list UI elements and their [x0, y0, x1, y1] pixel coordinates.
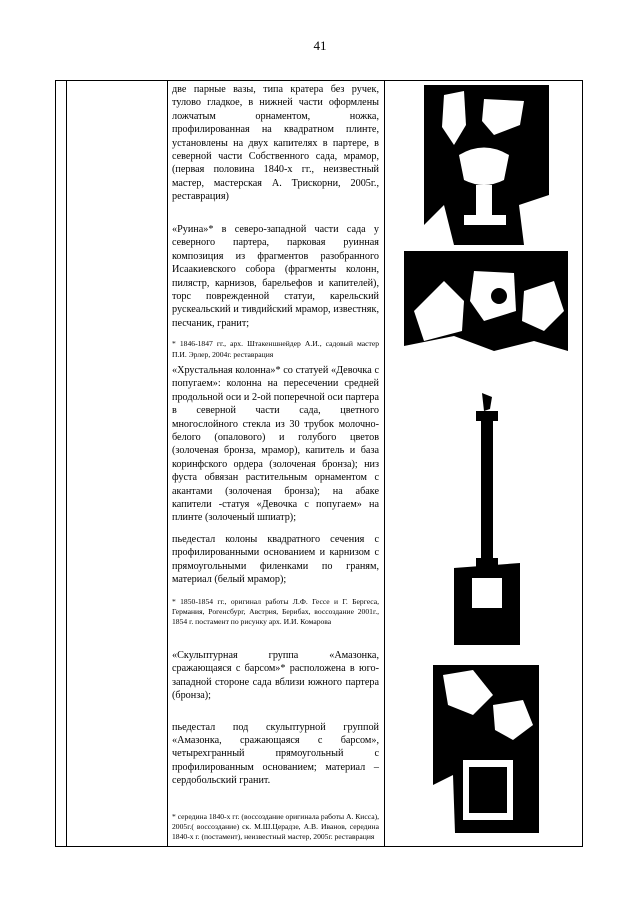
monument-table: [55, 80, 583, 847]
amazon-photo: [433, 665, 539, 833]
column-divider: [66, 81, 67, 846]
entry-note: * 1850-1854 гг., оригинал работы Л.Ф. Гессе и Г. Бергеса, Германия, Рогенсбург, Австрия, Берибах, воссоздание 2001г., 1854 г. постамент по рисунку арх. И.И. Комарова: [172, 596, 379, 627]
entry-crystal-column: [172, 364, 379, 628]
entry-text: «Хрустальная колонна»* со статуей «Девочка с попугаем»: колонна на пересечении средней продольной оси и 2-ой поперечной оси партера в северной части сада, цветного многослойного стекла из 30 трубок молочно-белого (опалового) и голубого цветов (золоченая бронза, мрамор), капитель и база коринфского ордера (золоченая бронза); низ фуста обвязан растительным орнаментом с акантами (золоченая бронза); на абаке капители -статуя «Девочка с попугаем» на плинте (золоченый шпиатр);: [172, 365, 379, 524]
column-divider: [167, 81, 168, 846]
entry-ruins: [172, 223, 379, 360]
entry-text: пьедестал под скульптурной группой «Амазонка, сражающаяся с барсом», четырехгранный прямоугольный с профилированным основанием; материал – сердобольский гранит.: [172, 721, 379, 787]
entry-text: «Руина»* в северо-западной части сада у северного партера, парковая руинная композиция из фрагментов разобранного Исаакиевского собора (фрагменты колонн, пилястр, карнизов, барельефов и капителей), торс поврежденной статуи, карельский рускеальский и тивдийский мрамор, известняк, песчаник, гранит;: [172, 224, 379, 329]
column-photo: [454, 393, 520, 645]
entry-note: * середина 1840-х гг. (воссоздание оригинала работы А. Кисса), 2005г.( воссоздание) ск. М.Ш.Церадзе, А.В. Иванов, середина 1840-х г. (постамент), неизвестный мастер, 2005г. реставрация: [172, 811, 379, 842]
ruin-photo: [404, 251, 568, 366]
page-number: 41: [313, 38, 327, 53]
entry-text: пьедестал колоны квадратного сечения с профилированными основанием и карнизом с прямоугольными филенками по граням, материал (белый мрамор);: [172, 533, 379, 586]
vase-photo: [424, 85, 549, 245]
entry-text: две парные вазы, типа кратера без ручек, тулово гладкое, в нижней части оформлены ложчатым орнаментом, ножка, профилированная на квадратном плинте, установлены на двух капителях в партере, в северной части Собственного сада, мрамор, (первая половина 1840-х гг., неизвестный мастер, мастерская А. Трискорни, 2005г., реставрация): [172, 84, 379, 203]
entry-note: * 1846-1847 гг., арх. Штакеншнейдер А.И., садовый мастер П.И. Эрлер, 2004г. реставрация: [172, 339, 379, 359]
entry-vases: [172, 83, 379, 204]
column-divider: [384, 81, 385, 846]
entry-amazon: [172, 649, 379, 843]
entry-text: «Скульптурная группа «Амазонка, сражающаяся с барсом»* расположена в юго-западной стороне сада вблизи южного партера (бронза);: [172, 650, 379, 702]
